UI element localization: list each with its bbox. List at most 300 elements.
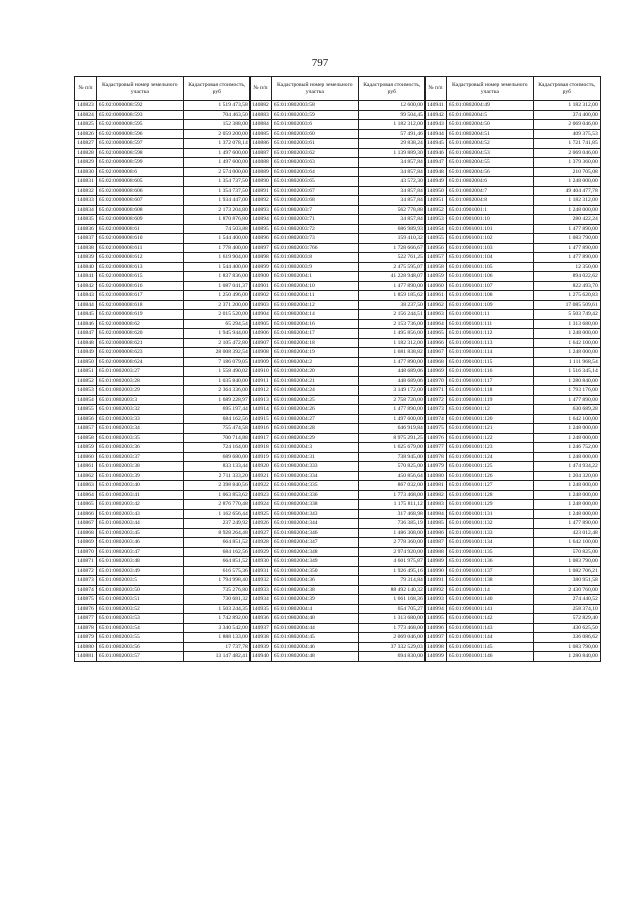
cadastral-value: 1 773 468,00 [358,490,425,500]
table-row [250,443,426,453]
cadastral-value: 1 175 811,12 [358,500,425,510]
cadastral-number: 65:01:0802004:12 [271,300,358,310]
row-number: 140871 [75,557,97,567]
row-number: 140943 [425,120,447,130]
cadastral-value: 1 087 041,37 [183,281,250,291]
row-number: 140905 [250,319,272,329]
table-row [75,528,251,538]
cadastral-number: 65:01:0802003:36 [96,443,183,453]
cadastral-value: 49 404 477,78 [533,186,600,196]
cadastral-value: 1 477 890,00 [358,281,425,291]
cadastral-number: 65:01:0802004:2 [271,357,358,367]
cadastral-number: 65:01:0802003:61 [271,139,358,149]
table-row [250,433,426,443]
table-row [250,262,426,272]
row-number: 140976 [425,433,447,443]
cadastral-value: 423 012,48 [533,528,600,538]
cadastral-number: 65:01:0901001:112 [446,329,533,339]
row-number: 140839 [75,253,97,263]
row-number: 140856 [75,414,97,424]
row-number: 140893 [250,205,272,215]
cadastral-number: 65:01:0802004:11 [271,291,358,301]
row-number: 140927 [250,528,272,538]
row-number: 140886 [250,139,272,149]
row-number: 140827 [75,139,97,149]
row-number: 140846 [75,319,97,329]
cadastral-number: 65:01:0901001:136 [446,557,533,567]
table-row [75,443,251,453]
cadastral-number: 65:01:0802003:55 [96,633,183,643]
table-row [75,120,251,130]
table-row [250,357,426,367]
table-row [250,557,426,567]
table-row [425,443,601,453]
row-number: 140989 [425,557,447,567]
cadastral-value: 1 083 790,00 [533,557,600,567]
table-header-row [250,77,426,101]
cadastral-number: 65:01:0802004:39 [271,595,358,605]
row-number: 140835 [75,215,97,225]
cadastral-value: 664 851,52 [183,557,250,567]
row-number: 140896 [250,234,272,244]
table-row [250,528,426,538]
table-row [75,357,251,367]
cadastral-number: 65:01:0802004:335 [271,481,358,491]
cadastral-value: 1 477 890,00 [533,519,600,529]
cadastral-number: 65:01:0802003:45 [96,528,183,538]
cadastral-value: 317 468,98 [358,509,425,519]
table-row [75,243,251,253]
row-number: 140915 [250,414,272,424]
cadastral-value: 1 516 345,14 [533,367,600,377]
row-number: 140952 [425,205,447,215]
cadastral-number: 65:01:0802003:35 [96,433,183,443]
row-number: 140964 [425,319,447,329]
row-number: 140830 [75,167,97,177]
table-row [425,509,601,519]
cadastral-number: 65:02:0000008:612 [96,253,183,263]
cadastral-value: 1 204 320,00 [533,471,600,481]
table-row [425,652,601,662]
row-number: 140921 [250,471,272,481]
cadastral-value: 833 133,44 [183,462,250,472]
cadastral-number: 65:01:0802004:333 [271,462,358,472]
table-row [75,386,251,396]
row-number: 140998 [425,642,447,652]
cadastral-number: 65:01:0802003:50 [96,585,183,595]
table-row [425,604,601,614]
table-row [425,357,601,367]
cadastral-value: 1 495 856,00 [358,329,425,339]
table-row [75,576,251,586]
row-number: 140991 [425,576,447,586]
row-number: 140932 [250,576,272,586]
table-row [75,167,251,177]
cadastral-number: 65:01:0802004:17 [271,329,358,339]
row-number: 140838 [75,243,97,253]
cadastral-value: 1 280 840,00 [533,376,600,386]
cadastral-value: 2 475 595,07 [358,262,425,272]
cadastral-number: 65:01:0901001:133 [446,528,533,538]
cadastral-value: 1 934 447,00 [183,196,250,206]
row-number: 140857 [75,424,97,434]
cadastral-value: 1 248 000,00 [533,509,600,519]
cadastral-value: 8 928 264,48 [183,528,250,538]
cadastral-value: 380 951,58 [533,576,600,586]
cadastral-number: 65:01:0901001:116 [446,367,533,377]
cadastral-number: 65:02:0000008:617 [96,291,183,301]
cadastral-value: 374 400,00 [533,110,600,120]
table-row [425,528,601,538]
table-row [425,196,601,206]
cadastral-number: 65:01:0802003:73 [271,234,358,244]
cadastral-value: 74 503,88 [183,224,250,234]
table-row [425,262,601,272]
cadastral-value: 1 372 078,14 [183,139,250,149]
row-number: 140937 [250,623,272,633]
cadastral-number: 65:01:0901001:126 [446,471,533,481]
row-number: 140993 [425,595,447,605]
table-row [75,481,251,491]
row-number: 140984 [425,509,447,519]
row-number: 140912 [250,386,272,396]
row-number: 140833 [75,196,97,206]
table-row [425,471,601,481]
cadastral-value: 684 162,56 [183,414,250,424]
header-cadastral: Кадастровый номер земельного участка [96,77,183,101]
table-row [425,566,601,576]
row-number: 140843 [75,291,97,301]
table-row [250,405,426,415]
cadastral-number: 65:02:0000008:620 [96,329,183,339]
cadastral-number: 65:01:0802003:34 [96,424,183,434]
cadastral-number: 65:01:0802004:16 [271,319,358,329]
cadastral-number: 65:01:0802003:38 [96,462,183,472]
table-row [425,186,601,196]
cadastral-value: 1 280 840,00 [533,652,600,662]
cadastral-value: 1 477 890,00 [533,243,600,253]
row-number: 140876 [75,604,97,614]
row-number: 140826 [75,129,97,139]
cadastral-value: 1 793 176,00 [533,386,600,396]
table-row [425,281,601,291]
row-number: 140996 [425,623,447,633]
table-row [250,348,426,358]
cadastral-number: 65:01:0901001:103 [446,243,533,253]
row-number: 140880 [75,642,97,652]
cadastral-value: 694 830,00 [358,652,425,662]
row-number: 140977 [425,443,447,453]
cadastral-value: 630 689,28 [533,405,600,415]
row-number: 140926 [250,519,272,529]
table-row [250,623,426,633]
table-row [425,205,601,215]
cadastral-value: 3 149 172,00 [358,386,425,396]
cadastral-value: 3 340 542,00 [183,623,250,633]
row-number: 140945 [425,139,447,149]
cadastral-value: 1 888 133,00 [183,633,250,643]
cadastral-value: 1 248 000,00 [533,490,600,500]
row-number: 140859 [75,443,97,453]
cadastral-value: 1 313 680,00 [533,319,600,329]
table-row [425,500,601,510]
cadastral-number: 65:01:0901001:140 [446,595,533,605]
cadastral-number: 65:01:0901001:104 [446,253,533,263]
cadastral-value: 1 794 998,40 [183,576,250,586]
table-row [250,424,426,434]
cadastral-number: 65:01:0802004:350 [271,566,358,576]
cadastral-number: 65:01:0802004:36 [271,576,358,586]
header-value: Кадастровая стоимость, руб [533,77,600,101]
cadastral-number: 65:02:0000008:597 [96,139,183,149]
row-number: 140867 [75,519,97,529]
table-row [425,243,601,253]
cadastral-value: 1 477 890,00 [533,395,600,405]
cadastral-value: 2 069 046,00 [358,633,425,643]
cadastral-value: 65 294,54 [183,319,250,329]
row-number: 140999 [425,652,447,662]
cadastral-number: 65:01:0901001:108 [446,291,533,301]
table-row [250,595,426,605]
row-number: 140901 [250,281,272,291]
row-number: 140862 [75,471,97,481]
cadastral-value: 1 083 790,00 [533,642,600,652]
cadastral-number: 65:01:0802003:42 [96,500,183,510]
table-row [75,158,251,168]
cadastral-value: 258 374,10 [533,604,600,614]
table-header-row [425,77,601,101]
cadastral-number: 65:01:0901001:11 [446,310,533,320]
row-number: 140861 [75,462,97,472]
cadastral-value: 894 022,62 [533,272,600,282]
cadastral-number: 65:01:0802004:338 [271,500,358,510]
table-row [425,177,601,187]
cadastral-number: 65:02:0000008:619 [96,310,183,320]
cadastral-table-column-3 [424,76,601,662]
row-number: 140974 [425,414,447,424]
cadastral-value: 1 139 889,30 [358,148,425,158]
row-number: 140973 [425,405,447,415]
header-value: Кадастровая стоимость, руб [183,77,250,101]
cadastral-number: 65:01:0802003:72 [271,224,358,234]
cadastral-value: 2 156 244,51 [358,310,425,320]
cadastral-value: 570 825,00 [358,462,425,472]
table-row [75,110,251,120]
row-number: 140874 [75,585,97,595]
table-row [75,234,251,244]
cadastral-number: 65:01:0802004:334 [271,471,358,481]
table-row [250,139,426,149]
cadastral-number: 65:02:0000008:607 [96,196,183,206]
row-number: 140960 [425,281,447,291]
table-row [425,585,601,595]
cadastral-value: 57 491,46 [358,129,425,139]
cadastral-value: 1 619 904,00 [183,253,250,263]
cadastral-value: 822 493,70 [533,281,600,291]
cadastral-number: 65:01:0802004:7 [446,186,533,196]
table-row [75,424,251,434]
cadastral-value: 1 926 495,16 [358,566,425,576]
cadastral-value: 867 032,00 [358,481,425,491]
table-row [425,272,601,282]
row-number: 140888 [250,158,272,168]
cadastral-number: 65:01:0802004:28 [271,424,358,434]
cadastral-value: 1 497 600,00 [183,158,250,168]
cadastral-number: 65:01:0901001:135 [446,547,533,557]
table-row [250,614,426,624]
table-row [75,215,251,225]
row-number: 140959 [425,272,447,282]
cadastral-value: 1 681 838,82 [358,348,425,358]
row-number: 140968 [425,357,447,367]
row-number: 140832 [75,186,97,196]
cadastral-value: 1 477 890,00 [533,253,600,263]
row-number: 140881 [75,652,97,662]
cadastral-value: 12 350,00 [533,262,600,272]
cadastral-number: 65:01:0802003:29 [96,386,183,396]
row-number: 140986 [425,528,447,538]
cadastral-number: 65:01:0802003:6 [271,120,358,130]
table-row [425,329,601,339]
cadastral-value: 29 838,24 [358,139,425,149]
row-number: 140922 [250,481,272,491]
cadastral-value: 1 275 620,83 [533,291,600,301]
cadastral-value: 684 162,56 [183,547,250,557]
row-number: 140844 [75,300,97,310]
cadastral-number: 65:01:0802004:19 [271,348,358,358]
cadastral-number: 65:01:0802003:63 [271,158,358,168]
cadastral-value: 738 945,00 [358,452,425,462]
table-row [75,101,251,111]
row-number: 140954 [425,224,447,234]
cadastral-value: 1 642 100,00 [533,414,600,424]
row-number: 140990 [425,566,447,576]
row-number: 140824 [75,110,97,120]
cadastral-number: 65:01:0901001:146 [446,652,533,662]
row-number: 140877 [75,614,97,624]
table-row [425,338,601,348]
row-number: 140987 [425,538,447,548]
row-number: 140836 [75,224,97,234]
row-number: 140892 [250,196,272,206]
row-number: 140834 [75,205,97,215]
table-row [250,509,426,519]
cadastral-number: 65:02:0000008:609 [96,215,183,225]
table-row [75,338,251,348]
cadastral-value: 1 837 836,00 [183,272,250,282]
cadastral-number: 65:01:0802003:46 [96,538,183,548]
row-number: 140837 [75,234,97,244]
table-row [250,224,426,234]
cadastral-number: 65:01:0901001:105 [446,262,533,272]
cadastral-value: 1 497 600,00 [183,148,250,158]
cadastral-number: 65:01:0802004:29 [271,433,358,443]
cadastral-number: 65:01:0802003:58 [271,101,358,111]
row-number: 140928 [250,538,272,548]
row-number: 140882 [250,101,272,111]
row-number: 140906 [250,329,272,339]
cadastral-value: 1 313 680,00 [358,614,425,624]
row-number: 140902 [250,291,272,301]
cadastral-number: 65:01:0802004:10 [271,281,358,291]
table-row [425,376,601,386]
cadastral-value: 1 379 360,00 [533,158,600,168]
cadastral-value: 38 237,50 [358,300,425,310]
table-row [75,414,251,424]
cadastral-number: 65:01:0901001:117 [446,376,533,386]
cadastral-number: 65:01:0901001:119 [446,395,533,405]
cadastral-number: 65:01:0802004:51 [446,129,533,139]
table-row [75,253,251,263]
table-row [250,205,426,215]
table-row [250,566,426,576]
cadastral-value: 1 354 737,50 [183,186,250,196]
cadastral-number: 65:01:0901001:128 [446,490,533,500]
table-row [425,623,601,633]
cadastral-value: 13 147 482,41 [183,652,250,662]
row-number: 140895 [250,224,272,234]
cadastral-value: 1 083 790,00 [533,234,600,244]
cadastral-number: 65:02:0000008:62 [96,319,183,329]
row-number: 140841 [75,272,97,282]
table-row [75,538,251,548]
row-number: 140879 [75,633,97,643]
row-number: 140967 [425,348,447,358]
cadastral-value: 2 778 360,00 [358,538,425,548]
table-row [425,139,601,149]
row-number: 140863 [75,481,97,491]
table-row [425,452,601,462]
table-row [425,310,601,320]
cadastral-number: 65:02:0000008:621 [96,338,183,348]
cadastral-number: 65:01:0901001:142 [446,614,533,624]
table-row [425,547,601,557]
table-row [75,557,251,567]
cadastral-value: 736 385,19 [358,519,425,529]
table-row [75,490,251,500]
row-number: 140847 [75,329,97,339]
cadastral-number: 65:01:0901001:123 [446,443,533,453]
cadastral-value: 1 497 600,00 [358,414,425,424]
cadastral-value: 1 642 100,00 [533,338,600,348]
table-row [250,652,426,662]
cadastral-number: 65:01:0802004:336 [271,490,358,500]
row-number: 140997 [425,633,447,643]
cadastral-value: 1 689 228,97 [183,395,250,405]
cadastral-number: 65:01:0802004:40 [271,614,358,624]
cadastral-number: 65:01:0802004:4 [271,604,358,614]
table-row [425,158,601,168]
table-row [75,566,251,576]
cadastral-value: 99 504,45 [358,110,425,120]
table-row [250,329,426,339]
table-row [250,253,426,263]
header-cadastral: Кадастровый номер земельного участка [271,77,358,101]
cadastral-number: 65:01:0802003:60 [271,129,358,139]
cadastral-number: 65:01:0802004:31 [271,452,358,462]
table-row [250,547,426,557]
cadastral-value: 274 440,52 [533,595,600,605]
row-number: 140825 [75,120,97,130]
row-number: 140858 [75,433,97,443]
cadastral-number: 65:02:0000008:618 [96,300,183,310]
row-number: 140985 [425,519,447,529]
cadastral-number: 65:01:0901001:115 [446,357,533,367]
cadastral-number: 65:01:0802003:5 [96,576,183,586]
table-row [425,414,601,424]
cadastral-number: 65:01:0901001:125 [446,462,533,472]
table-row [75,652,251,662]
